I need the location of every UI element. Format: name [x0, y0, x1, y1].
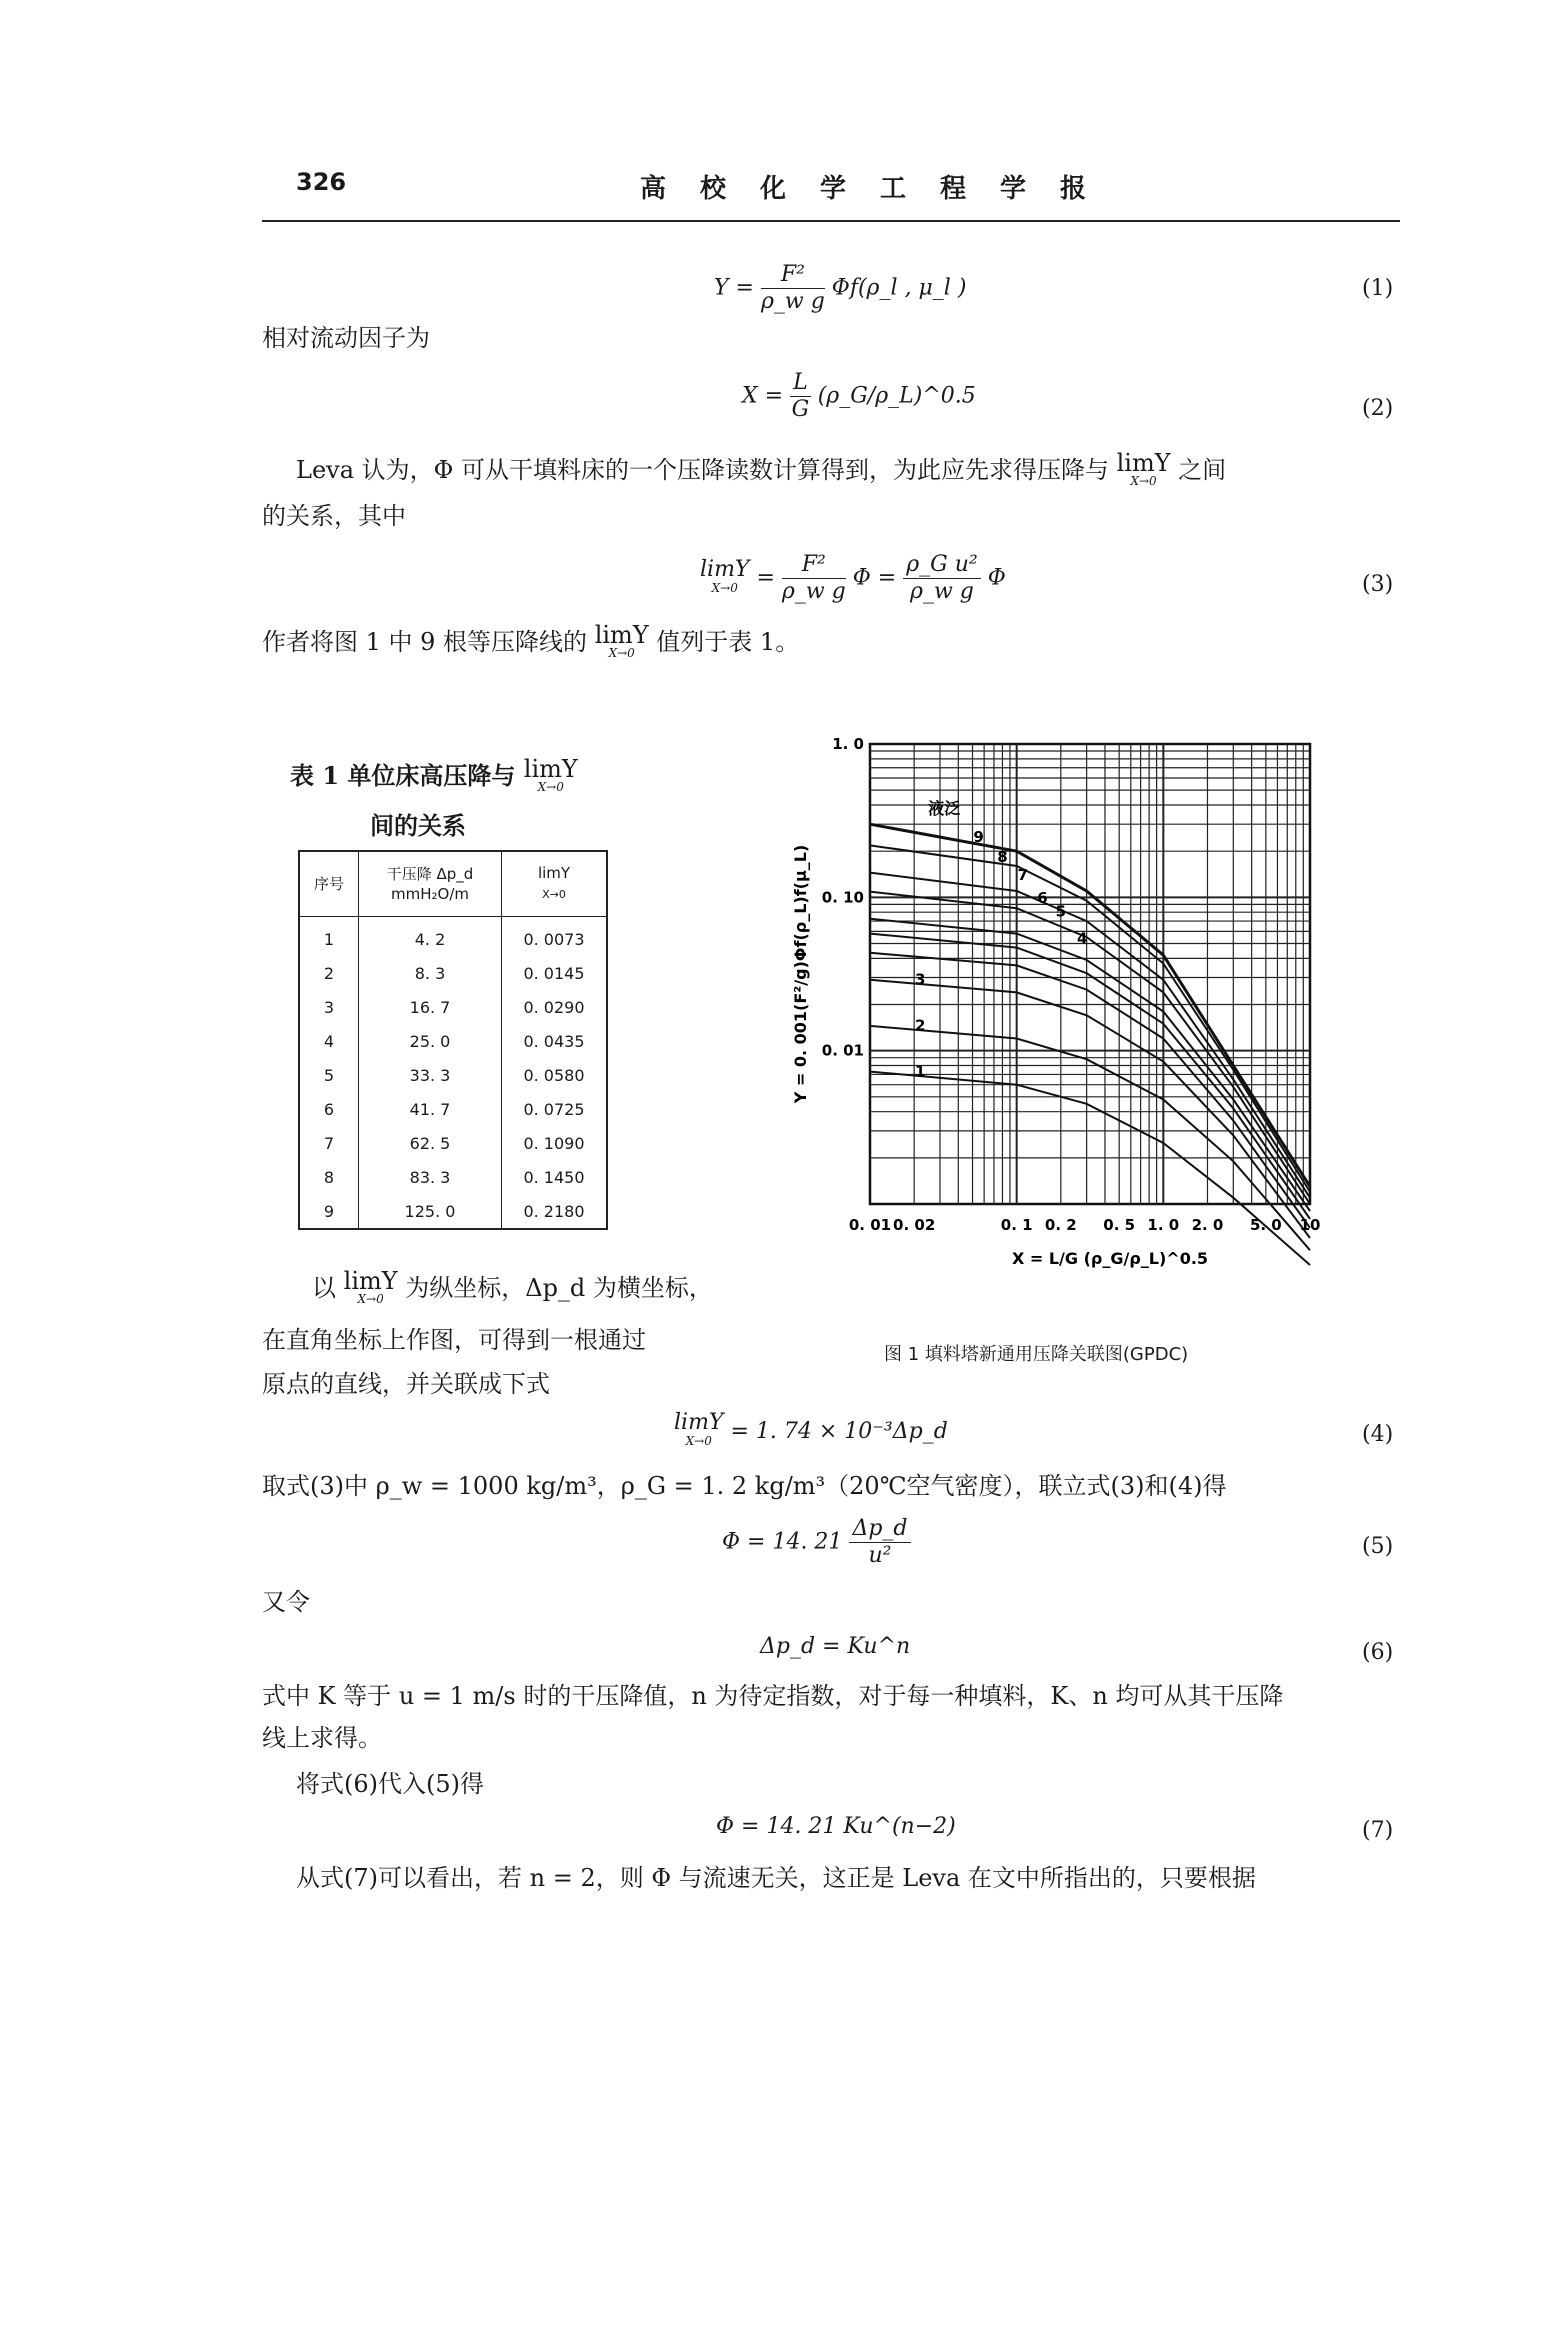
equation-1-number: (1) [1362, 276, 1394, 301]
paragraph-4-cont-1: 在直角坐标上作图，可得到一根通过 [262, 1326, 646, 1354]
table-cell-pressure: 16. 7 [359, 990, 502, 1024]
table-header-pressure: 干压降 Δp_d mmH₂O/m [359, 851, 502, 917]
gpdc-chart [780, 730, 1360, 1270]
equation-4-number: (4) [1362, 1422, 1394, 1447]
x-tick-label: 0. 01 [848, 1216, 892, 1234]
table-cell-pressure: 83. 3 [359, 1160, 502, 1194]
curve-label-8: 8 [997, 847, 1008, 866]
table-cell-limy: 0. 0073 [502, 917, 608, 957]
x-tick-label: 1. 0 [1147, 1216, 1180, 1234]
equation-3-number: (3) [1362, 572, 1394, 597]
y-tick-label: 0. 01 [821, 1041, 864, 1060]
table-title-cont: 间的关系 [370, 811, 466, 840]
series-line-6 [870, 919, 1310, 1211]
x-tick-label: 2. 0 [1191, 1216, 1224, 1234]
equation-5: Φ = 14. 21 $\frac{\Delta p\_d}{\text{u²}}$ [722, 1516, 911, 1569]
paragraph-9: 从式(7)可以看出，若 n = 2，则 Φ 与流速无关，这正是 Leva 在文中所指出的，只要根据 [296, 1864, 1256, 1892]
paragraph-4-cont-2: 原点的直线，并关联成下式 [262, 1370, 550, 1398]
table-row [299, 1058, 607, 1092]
paragraph-2: Leva 认为，Φ 可从干填料床的一个压降读数计算得到，为此应先求得压降与 limY X→0 之间 [296, 448, 1227, 488]
series-line-2 [870, 1026, 1310, 1250]
table-cell-pressure: 62. 5 [359, 1126, 502, 1160]
equation-6: Δp_d = Ku^n [760, 1634, 911, 1659]
table-row [299, 1160, 607, 1194]
paragraph-4: 以 limY X→0 为纵坐标，Δp_d 为横坐标， [312, 1266, 713, 1306]
equation-5-number: (5) [1362, 1534, 1394, 1559]
table-cell-pressure: 33. 3 [359, 1058, 502, 1092]
table-row [299, 990, 607, 1024]
curve-label-5: 5 [1055, 902, 1067, 921]
table-row [299, 917, 607, 957]
equation-3: limY X→0 = $\frac{\text{F²}}{\text{ρ\_w g}}$ Φ = $\frac{\text{ρ\_G u²}}{\text{ρ\_w g}}$ Φ [700, 552, 1006, 604]
equation-2: X = $\frac{L}{G}$ (ρ_G/ρ_L)^0.5 [742, 370, 976, 422]
table-cell-limy: 0. 2180 [502, 1194, 608, 1229]
paragraph-3: 作者将图 1 中 9 根等压降线的 limY X→0 值列于表 1。 [262, 620, 800, 660]
y-axis-label: Y = 0. 001(F²/g)Φf(ρ_L)f(μ_L) [791, 844, 810, 1104]
y-tick-label: 1. 0 [832, 735, 864, 753]
table-cell-pressure: 4. 2 [359, 917, 502, 957]
y-tick-label: 0. 10 [821, 888, 864, 907]
curve-label-3: 3 [915, 970, 926, 989]
table-cell-limy: 0. 1090 [502, 1126, 608, 1160]
series-line-7 [870, 892, 1310, 1204]
equation-2-number: (2) [1362, 396, 1394, 421]
table-cell-limy: 0. 0725 [502, 1092, 608, 1126]
series-line-4 [870, 953, 1310, 1228]
table-cell-index: 4 [299, 1024, 359, 1058]
table-row [299, 1092, 607, 1126]
table-cell-pressure: 41. 7 [359, 1092, 502, 1126]
series-line-1 [870, 1072, 1310, 1265]
table-cell-index: 8 [299, 1160, 359, 1194]
table-cell-pressure: 25. 0 [359, 1024, 502, 1058]
table-cell-index: 7 [299, 1126, 359, 1160]
data-table [298, 850, 608, 1230]
x-tick-label: 0. 2 [1044, 1216, 1077, 1234]
flood-label: 液泛 [928, 798, 961, 818]
series-line-10 [870, 824, 1310, 1186]
paragraph-6: 又令 [262, 1588, 310, 1616]
table-cell-pressure: 8. 3 [359, 956, 502, 990]
x-tick-label: 0. 5 [1103, 1216, 1136, 1234]
table-cell-limy: 0. 0435 [502, 1024, 608, 1058]
curve-label-6: 6 [1037, 888, 1048, 907]
table-cell-index: 6 [299, 1092, 359, 1126]
curve-label-4: 4 [1077, 929, 1088, 948]
table-cell-index: 2 [299, 956, 359, 990]
equation-4: limY X→0 = 1. 74 × 10⁻³Δp_d [674, 1410, 948, 1448]
paragraph-7-cont: 线上求得。 [262, 1724, 382, 1752]
table-cell-index: 9 [299, 1194, 359, 1229]
table-row [299, 1194, 607, 1229]
paragraph-7: 式中 K 等于 u = 1 m/s 时的干压降值，n 为待定指数，对于每一种填料，K、n 均可从其干压降 [262, 1682, 1284, 1710]
table-cell-index: 3 [299, 990, 359, 1024]
table-header-index: 序号 [299, 851, 359, 917]
page-number: 326 [296, 168, 347, 196]
header-rule [262, 220, 1400, 222]
paragraph-1: 相对流动因子为 [262, 324, 430, 352]
curve-label-2: 2 [915, 1016, 926, 1035]
table-row [299, 956, 607, 990]
series-line-3 [870, 980, 1310, 1238]
x-tick-label: 10 [1299, 1216, 1321, 1234]
x-tick-label: 5. 0 [1249, 1216, 1282, 1234]
figure-caption: 图 1 填料塔新通用压降关联图(GPDC) [884, 1344, 1189, 1365]
curve-label-7: 7 [1017, 865, 1028, 884]
paragraph-2-cont: 的关系，其中 [262, 502, 406, 530]
table-title: 表 1 单位床高压降与 limY X→0 [290, 754, 578, 794]
equation-7-number: (7) [1362, 1818, 1394, 1843]
table-row [299, 1126, 607, 1160]
x-tick-label: 0. 02 [893, 1216, 936, 1234]
table-cell-limy: 0. 0145 [502, 956, 608, 990]
table-cell-index: 1 [299, 917, 359, 957]
equation-1: Y = $\frac{\text{F²}}{\text{ρ\_w g}}$ Φf(ρ_l , μ_l ) [714, 262, 967, 314]
table-cell-limy: 0. 1450 [502, 1160, 608, 1194]
table-row [299, 1024, 607, 1058]
series-line-5 [870, 934, 1310, 1219]
paragraph-5: 取式(3)中 ρ_w = 1000 kg/m³，ρ_G = 1. 2 kg/m³（20℃空气密度），联立式(3)和(4)得 [262, 1472, 1227, 1500]
equation-7: Φ = 14. 21 Ku^(n−2) [716, 1814, 956, 1839]
curve-label-9: 9 [973, 827, 984, 846]
x-axis-label: X = L/G (ρ_G/ρ_L)^0.5 [1011, 1249, 1209, 1268]
x-tick-label: 0. 1 [1000, 1216, 1033, 1234]
table-cell-limy: 0. 0290 [502, 990, 608, 1024]
paragraph-8: 将式(6)代入(5)得 [296, 1770, 484, 1798]
table-cell-limy: 0. 0580 [502, 1058, 608, 1092]
table-header-limy: limY X→0 [502, 851, 608, 917]
journal-title: 高校化学工程学报 [640, 174, 1121, 204]
table-cell-index: 5 [299, 1058, 359, 1092]
curve-label-1: 1 [915, 1062, 926, 1081]
table-cell-pressure: 125. 0 [359, 1194, 502, 1229]
equation-6-number: (6) [1362, 1640, 1394, 1665]
